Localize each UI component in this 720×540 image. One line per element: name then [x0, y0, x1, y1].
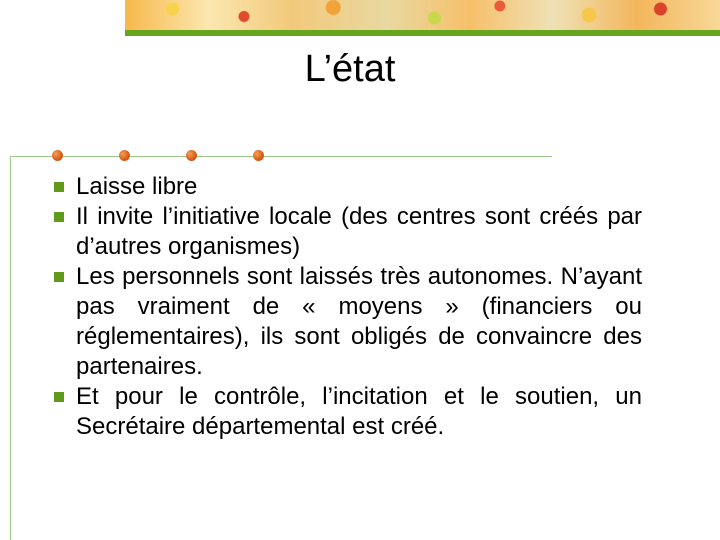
square-bullet-icon	[54, 182, 64, 192]
bullet-item	[52, 262, 642, 382]
square-bullet-icon	[54, 212, 64, 222]
bullet-item	[52, 172, 642, 202]
orange-dot-icon	[186, 150, 197, 161]
bullet-list	[52, 172, 642, 442]
vertical-divider	[10, 156, 11, 540]
slide-title: L’état	[304, 48, 396, 90]
bullet-item	[52, 382, 642, 442]
horizontal-divider	[10, 156, 552, 157]
floral-banner-image	[125, 0, 720, 30]
square-bullet-icon	[54, 392, 64, 402]
square-bullet-icon	[54, 272, 64, 282]
orange-dot-icon	[52, 150, 63, 161]
bullet-text: Laisse libre	[76, 173, 198, 200]
orange-dot-icon	[119, 150, 130, 161]
bullet-text: Il invite l’initiative locale (des centres sont créés par d’autres organismes)	[76, 203, 642, 260]
top-banner	[125, 0, 720, 36]
orange-dot-icon	[253, 150, 264, 161]
banner-green-bar	[125, 30, 720, 36]
bullet-text: Et pour le contrôle, l’incitation et le soutien, un Secrétaire départemental est créé.	[76, 383, 642, 440]
bullet-text: Les personnels sont laissés très autonomes. N’ayant pas vraiment de « moyens » (financiers ou réglementaires), ils sont obligés de convaincre des partenaires.	[76, 263, 642, 380]
bullet-item	[52, 202, 642, 262]
